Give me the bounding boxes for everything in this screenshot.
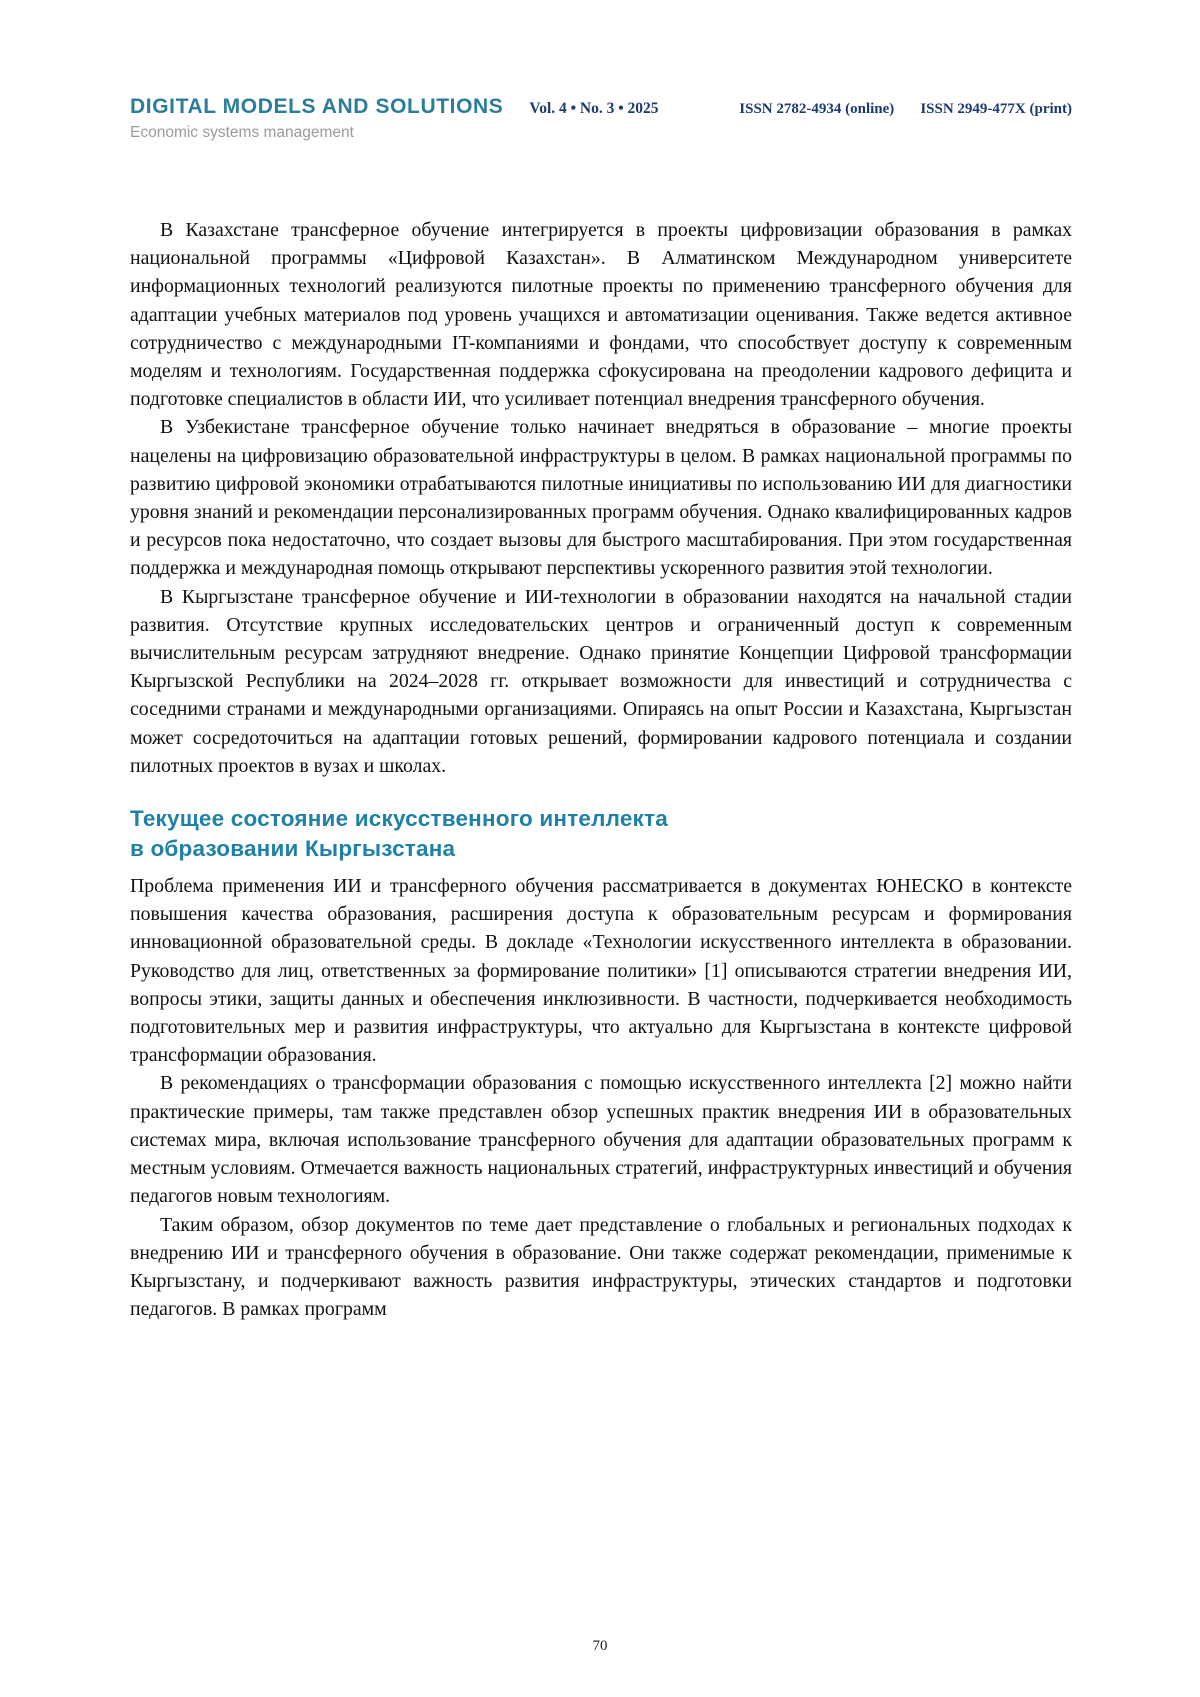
section-heading <box>130 804 1072 864</box>
page-footer <box>0 1637 1200 1655</box>
section-heading-line2: в образовании Кыргызстана <box>130 836 456 862</box>
paragraph-kazakhstan: В Казахстане трансферное обучение интегрируется в проекты цифровизации образования в рамках национальной программы «Цифровой Казахстан». В Алматинском Международном университете информационных технологий реализуются пилотные проекты по применению трансферного обучения для адаптации учебных материалов под уровень учащихся и автоматизации оценивания. Также ведется активное сотрудничество с международными IT-компаниями и фондами, что способствует доступу к современным моделям и технологиям. Государственная поддержка сфокусирована на преодолении кадрового дефицита и подготовке специалистов в области ИИ, что усиливает потенциал внедрения трансферного обучения. <box>130 219 1072 411</box>
paragraph-uzbekistan: В Узбекистане трансферное обучение только начинает внедряться в образование – многие проекты нацелены на цифровизацию образовательной инфраструктуры в целом. В рамках национальной программы по развитию цифровой экономики отрабатываются пилотные инициативы по использованию ИИ для диагностики уровня знаний и рекомендации персонализированных программ обучения. Однако квалифицированных кадров и ресурсов пока недостаточно, что создает вызовы для быстрого масштабирования. При этом государственная поддержка и международная помощь открывают перспективы ускоренного развития этой технологии. <box>130 416 1072 580</box>
paragraph-summary: Таким образом, обзор документов по теме дает представление о глобальных и региональных подходах к внедрению ИИ и трансферного обучения в образование. Они также содержат рекомендации, применимые к Кыргызстану, и подчеркивают важность развития инфраструктуры, этических стандартов и подготовки педагогов. В рамках программ <box>130 1213 1072 1321</box>
paragraph-unesco: Проблема применения ИИ и трансферного обучения рассматривается в документах ЮНЕСКО в контексте повышения качества образования, расширения доступа к образовательным ресурсам и формирования инновационной образовательной среды. В докладе «Технологии искусственного интеллекта в образовании. Руководство для лиц, ответственных за формирование политики» [1] описываются стратегии внедрения ИИ, вопросы этики, защиты данных и обеспечения инклюзивности. В частности, подчеркивается необходимость подготовительных мер и развития инфраструктуры, что актуально для Кыргызстана в контексте цифровой трансформации образования. <box>130 875 1072 1067</box>
page-number: 70 <box>592 1638 608 1654</box>
journal-section-label: Economic systems management <box>130 124 354 141</box>
issn-print: ISSN 2949-477X (print) <box>920 101 1072 117</box>
issn-online: ISSN 2782-4934 (online) <box>739 101 895 117</box>
issue-info: Vol. 4 • No. 3 • 2025 <box>529 100 659 117</box>
header-top-row <box>130 95 1072 119</box>
paragraph-recommendations: В рекомендациях о трансформации образования с помощью искусственного интеллекта [2] можно найти практические примеры, там также представлен обзор успешных практик внедрения ИИ в образовательных системах мира, включая использование трансферного обучения для адаптации образовательных программ к местным условиям. Отмечается важность национальных стратегий, инфраструктурных инвестиций и обучения педагогов новым технологиям. <box>130 1072 1072 1208</box>
section-heading-line1: Текущее состояние искусственного интеллекта <box>130 806 668 832</box>
page-header <box>130 95 1072 142</box>
journal-title: DIGITAL MODELS AND SOLUTIONS <box>130 95 504 118</box>
paragraph-kyrgyzstan: В Кыргызстане трансферное обучение и ИИ-технологии в образовании находятся на начальной стадии развития. Отсутствие крупных исследовательских центров и ограниченный доступ к современным вычислительным ресурсам затрудняют внедрение. Однако принятие Концепции Цифровой трансформации Кыргызской Республики на 2024–2028 гг. открывает возможности для инвестиций и сотрудничества с соседними странами и международными организациями. Опираясь на опыт России и Казахстана, Кыргызстан может сосредоточиться на адаптации готовых решений, формировании кадрового потенциала и создании пилотных проектов в вузах и школах. <box>130 585 1072 777</box>
article-body <box>130 216 1072 1323</box>
issn-group <box>739 101 1072 118</box>
